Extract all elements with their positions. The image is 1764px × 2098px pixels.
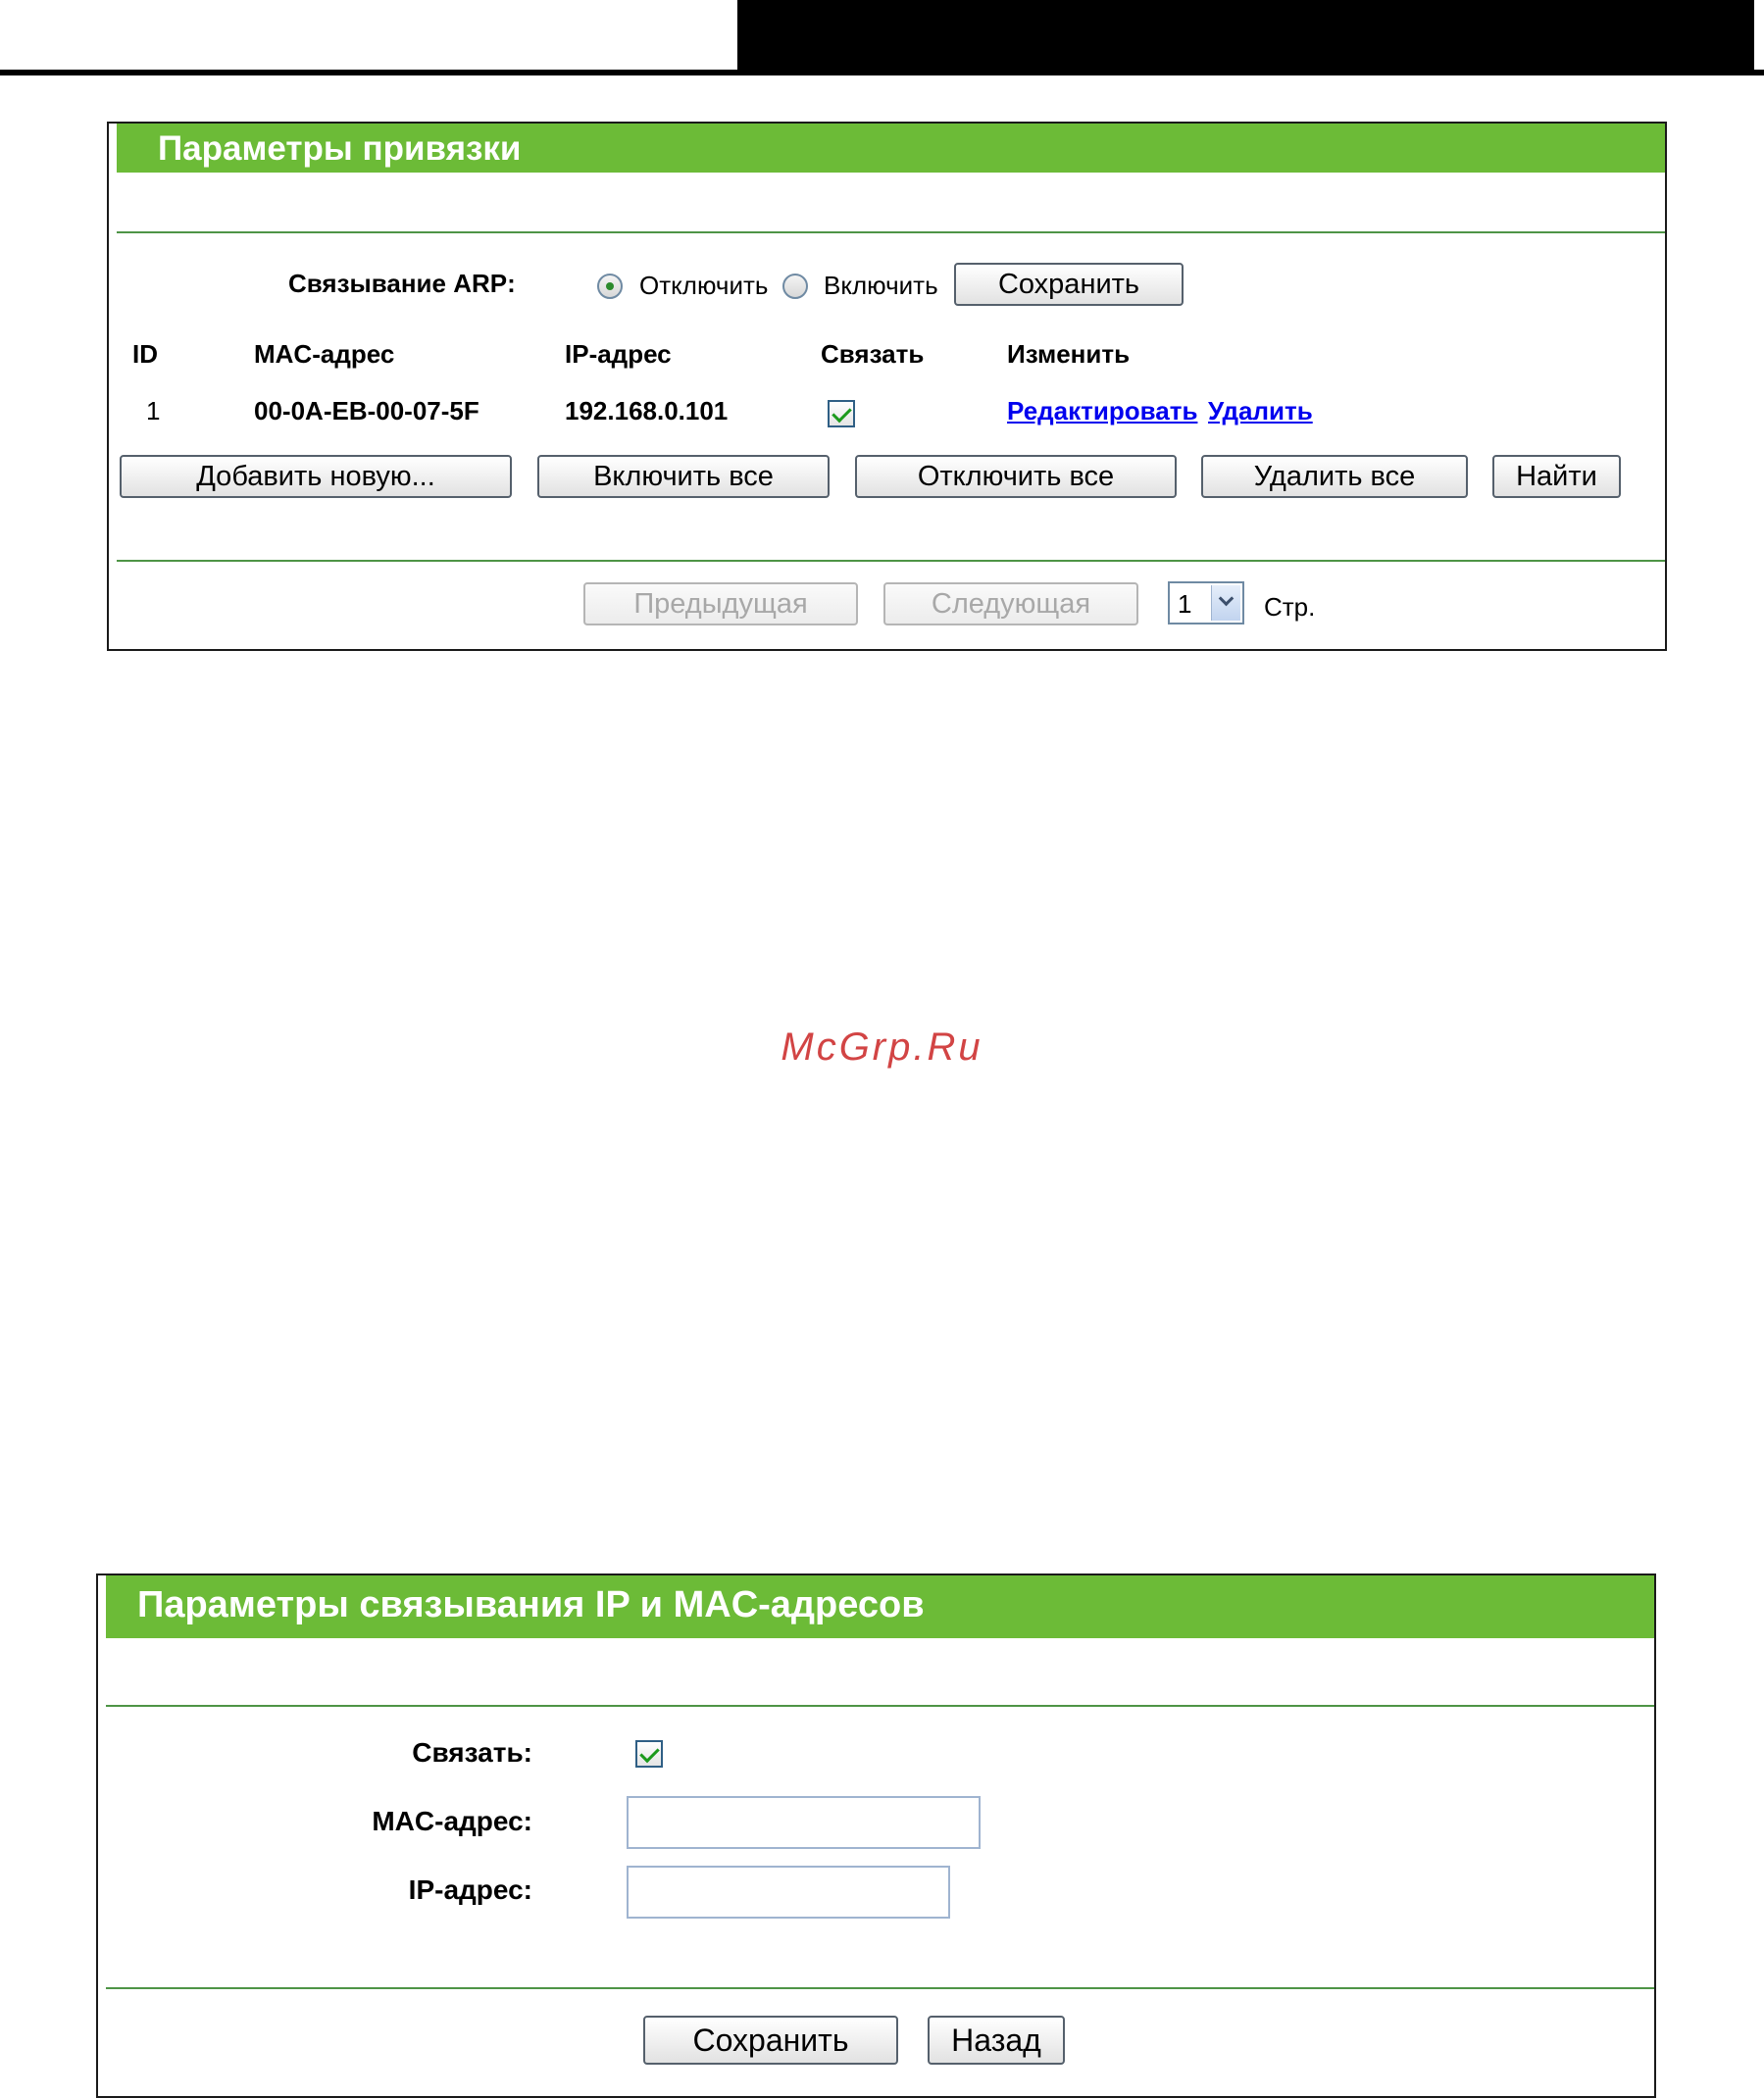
mac-label: MAC-адрес:	[372, 1806, 532, 1836]
form-title: Параметры связывания IP и MAC-адресов	[137, 1584, 925, 1625]
radio-selected-dot	[606, 282, 614, 290]
row-mac: 00-0A-EB-00-07-5F	[254, 396, 479, 425]
header-black-block	[737, 0, 1756, 73]
panel-title-bar	[117, 124, 1665, 173]
delete-all-button[interactable]: Удалить все	[1201, 455, 1468, 498]
binding-settings-panel	[107, 122, 1667, 651]
divider	[106, 1705, 1654, 1707]
column-header-mac: MAC-адрес	[254, 339, 395, 369]
ip-mac-binding-panel	[96, 1574, 1656, 2098]
page-title: Параметры привязки	[158, 129, 522, 168]
row-delete-link[interactable]: Удалить	[1208, 396, 1313, 425]
panel-title-bar	[106, 1575, 1654, 1638]
bind-checkbox[interactable]	[635, 1740, 663, 1768]
row-edit-link[interactable]: Редактировать	[1007, 396, 1198, 425]
radio-disable[interactable]	[597, 274, 623, 299]
prev-page-button[interactable]: Предыдущая	[583, 582, 858, 625]
column-header-ip: IP-адрес	[565, 339, 672, 369]
chevron-down-icon[interactable]	[1211, 585, 1240, 621]
divider	[106, 1987, 1654, 1989]
column-header-modify: Изменить	[1007, 339, 1131, 369]
radio-enable[interactable]	[782, 274, 808, 299]
radio-enable-label: Включить	[824, 271, 938, 300]
row-id: 1	[146, 396, 161, 425]
enable-all-button[interactable]: Включить все	[537, 455, 830, 498]
page-select[interactable]	[1168, 581, 1244, 624]
bind-label: Связать:	[412, 1737, 532, 1768]
save-button[interactable]: Сохранить	[954, 263, 1184, 306]
page-label: Стр.	[1264, 592, 1316, 622]
divider	[117, 231, 1665, 233]
disable-all-button[interactable]: Отключить все	[855, 455, 1177, 498]
arp-binding-label: Связывание ARP:	[288, 269, 516, 298]
ip-input[interactable]	[627, 1866, 950, 1919]
radio-disable-label: Отключить	[639, 271, 769, 300]
find-button[interactable]: Найти	[1492, 455, 1621, 498]
column-header-bind: Связать	[821, 339, 925, 369]
ip-label: IP-адрес:	[408, 1874, 532, 1905]
watermark: McGrp.Ru	[781, 1025, 983, 1069]
row-ip: 192.168.0.101	[565, 396, 729, 425]
page-select-value: 1	[1178, 589, 1192, 619]
column-header-id: ID	[132, 339, 158, 369]
header-rule	[0, 70, 1764, 75]
header-edge	[1754, 0, 1757, 73]
row-bind-checkbox[interactable]	[828, 400, 855, 427]
add-new-button[interactable]: Добавить новую...	[120, 455, 512, 498]
next-page-button[interactable]: Следующая	[883, 582, 1138, 625]
save-button[interactable]: Сохранить	[643, 2016, 898, 2065]
mac-input[interactable]	[627, 1796, 981, 1849]
divider	[117, 560, 1665, 562]
back-button[interactable]: Назад	[928, 2016, 1065, 2065]
